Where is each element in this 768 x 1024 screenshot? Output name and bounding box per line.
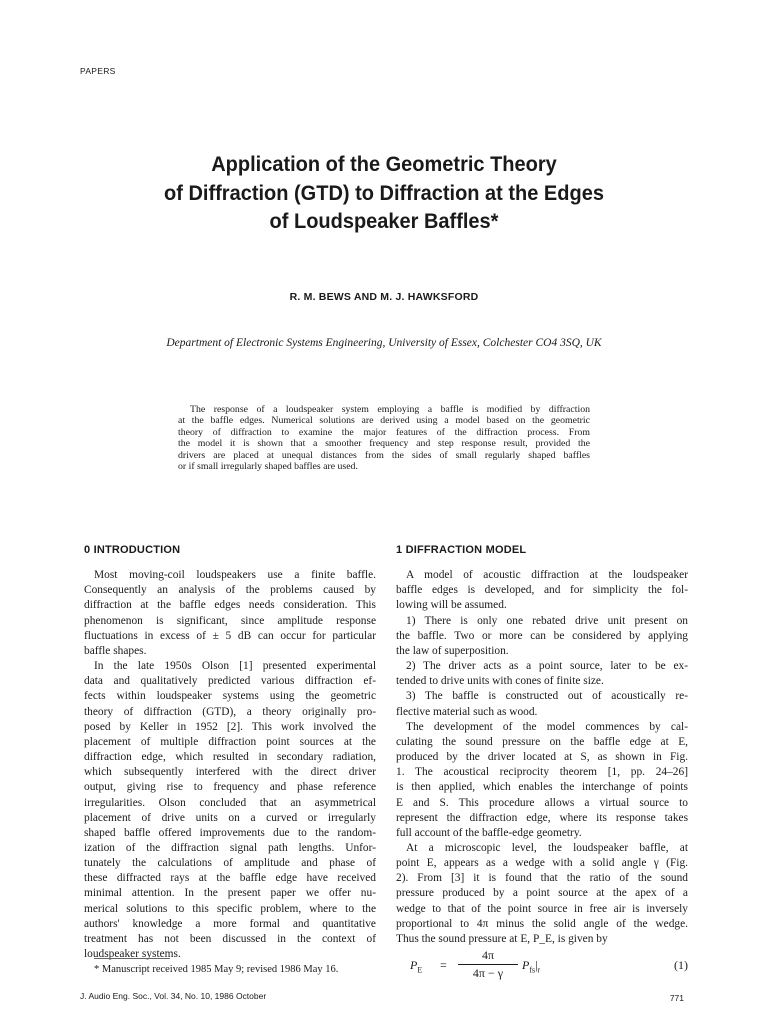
body-line: shaped baffle offered improvements due to the random- bbox=[84, 826, 376, 839]
body-line: baffle edges is developed, and for simplicity the fol- bbox=[396, 584, 688, 597]
body-line: E and S. This procedure allows a virtual source to bbox=[396, 796, 688, 809]
running-head: PAPERS bbox=[80, 66, 116, 76]
body-line: treatment has not been discussed in the context of bbox=[84, 932, 376, 945]
section-heading: 1 DIFFRACTION MODEL bbox=[396, 544, 527, 556]
abstract bbox=[178, 404, 590, 472]
body-line: posed by Keller in 1952 [2]. This work involved the bbox=[84, 720, 376, 733]
body-line: Thus the sound pressure at E, P_E, is given by bbox=[396, 932, 608, 945]
body-line: diffraction at the baffle edges needs consideration. This bbox=[84, 599, 376, 612]
journal-reference: J. Audio Eng. Soc., Vol. 34, No. 10, 1986 October bbox=[80, 991, 267, 1001]
body-line: In the late 1950s Olson [1] presented experimental bbox=[94, 660, 376, 673]
body-line: 2). From [3] it is found that the ratio of the sound bbox=[396, 872, 688, 885]
authors: R. M. BEWS AND M. J. HAWKSFORD bbox=[289, 291, 479, 303]
section-introduction bbox=[84, 543, 376, 962]
abstract-line: at the baffle edges. Numerical solutions are derived using a model based on the geometric bbox=[178, 415, 590, 427]
body-line: tunately the calculations of amplitude and phase of bbox=[84, 857, 376, 870]
body-line: At a microscopic level, the loudspeaker baffle, at bbox=[406, 841, 688, 854]
equation-number: (1) bbox=[674, 958, 688, 972]
body-line: irregularities. Olson concluded that an asymmetrical bbox=[84, 796, 376, 809]
body-line: minimal attention. In the present paper we offer nu- bbox=[84, 887, 376, 900]
body-line: placement of drive units on a curved or irregularly bbox=[84, 811, 376, 824]
abstract-line: the model it is shown that a smoother frequency and step response result, provided the bbox=[178, 438, 590, 450]
body-line: these diffracted rays at the baffle edge have received bbox=[84, 872, 376, 885]
affiliation: Department of Electronic Systems Engineering, University of Essex, Colchester CO4 3SQ, UK bbox=[166, 337, 602, 349]
body-line: data and qualitatively predicted various diffraction ef- bbox=[84, 675, 376, 688]
abstract-line: The response of a loudspeaker system employing a baffle is modified by diffraction bbox=[190, 404, 590, 415]
body-line: proportional to 4π minus the solid angle of the wedge. bbox=[396, 917, 688, 930]
body-line: the baffle. Two or more can be considered by applying bbox=[396, 629, 688, 642]
body-line: tended to drive units with cones of finite size. bbox=[396, 675, 604, 688]
equation-lhs: $P_E$ bbox=[410, 958, 423, 975]
body-line: flective material such as wood. bbox=[396, 705, 538, 718]
abstract-line: or if small irregularly shaped baffles are used. bbox=[178, 461, 358, 473]
page-number: 771 bbox=[669, 993, 684, 1003]
body-line: placement of multiple diffraction point sources at the bbox=[84, 735, 376, 748]
equation-fraction bbox=[458, 948, 518, 981]
body-line: the law of superposition. bbox=[396, 644, 509, 657]
body-line: 3) The baffle is constructed out of acoustically re- bbox=[406, 690, 688, 703]
equation-equals: = bbox=[440, 958, 447, 972]
body-line: 2) The driver acts as a point source, later to be ex- bbox=[406, 660, 688, 673]
title-line: of Loudspeaker Baffles* bbox=[269, 209, 499, 233]
body-line: wedge to that of the point source in free air is inversely bbox=[396, 902, 688, 915]
title-line: of Diffraction (GTD) to Diffraction at the Edges bbox=[164, 180, 604, 205]
equation-denominator: 4π − γ bbox=[472, 966, 504, 980]
body-line: 1) There is only one rebated drive unit present on bbox=[406, 614, 688, 627]
paper-title bbox=[101, 150, 666, 236]
body-line: The development of the model commences by cal- bbox=[406, 720, 688, 733]
body-line: point E, appears as a wedge with a solid angle γ (Fig. bbox=[396, 857, 688, 870]
footnote: * Manuscript received 1985 May 9; revised 1986 May 16. bbox=[94, 964, 339, 975]
body-line: fluctuations in excess of ± 5 dB can occur for particular bbox=[84, 629, 376, 642]
body-line: 1. The acoustical reciprocity theorem [1, pp. 24–26] bbox=[396, 766, 688, 779]
body-line: phenomenon is significant, since amplitude response bbox=[84, 614, 376, 627]
body-line: ization of the diffraction signal path lengths. Unfor- bbox=[84, 841, 376, 854]
body-line: lowing will be assumed. bbox=[396, 599, 507, 612]
body-line: is then applied, which enables the interchange of points bbox=[396, 781, 688, 794]
body-line: pressure produced by a point source at the apex of a bbox=[396, 887, 688, 900]
body-line: produced by the driver located at S, as shown in Fig. bbox=[396, 751, 688, 764]
body-line: baffle shapes. bbox=[84, 644, 147, 657]
section-heading: 0 INTRODUCTION bbox=[84, 544, 181, 556]
body-line: authors' knowledge a more formal and quantitative bbox=[84, 917, 376, 930]
body-line: Consequently an analysis of the problems caused by bbox=[84, 584, 376, 597]
equation-numerator: 4π bbox=[458, 948, 518, 965]
title-line: Application of the Geometric Theory bbox=[211, 152, 557, 176]
body-line: output, giving rise to frequency and phase reference bbox=[84, 781, 376, 794]
body-line: Most moving-coil loudspeakers use a finite baffle. bbox=[94, 569, 376, 582]
footnote-divider bbox=[94, 958, 170, 959]
body-line: culating the sound pressure on the baffle edge at E, bbox=[396, 735, 688, 748]
section-diffraction-model bbox=[396, 543, 688, 947]
body-line: fects within loudspeaker systems using the geometric bbox=[84, 690, 376, 703]
body-line: which subsequently interfered with the direct driver bbox=[84, 766, 376, 779]
body-line: full account of the baffle-edge geometry. bbox=[396, 826, 582, 839]
abstract-line: theory of diffraction to examine the major features of the diffraction process. From bbox=[178, 426, 590, 438]
body-line: theory of diffraction (GTD), a theory originally pro- bbox=[84, 705, 376, 718]
abstract-line: drivers are placed at unequal distances from the sides of small regularly shaped baffles bbox=[178, 449, 590, 461]
body-line: diffraction edge, which resulted in secondary radiation, bbox=[84, 751, 376, 764]
body-line: represent the diffraction edge, where its response takes bbox=[396, 811, 688, 824]
equation-rhs: $P_{fs}|_r$ bbox=[522, 958, 541, 975]
equation-1 bbox=[410, 948, 688, 984]
body-line: loudspeaker systems. bbox=[84, 948, 181, 961]
body-line: A model of acoustic diffraction at the loudspeaker bbox=[406, 569, 688, 582]
body-line: merical solutions to this specific problem, where to the bbox=[84, 902, 376, 915]
